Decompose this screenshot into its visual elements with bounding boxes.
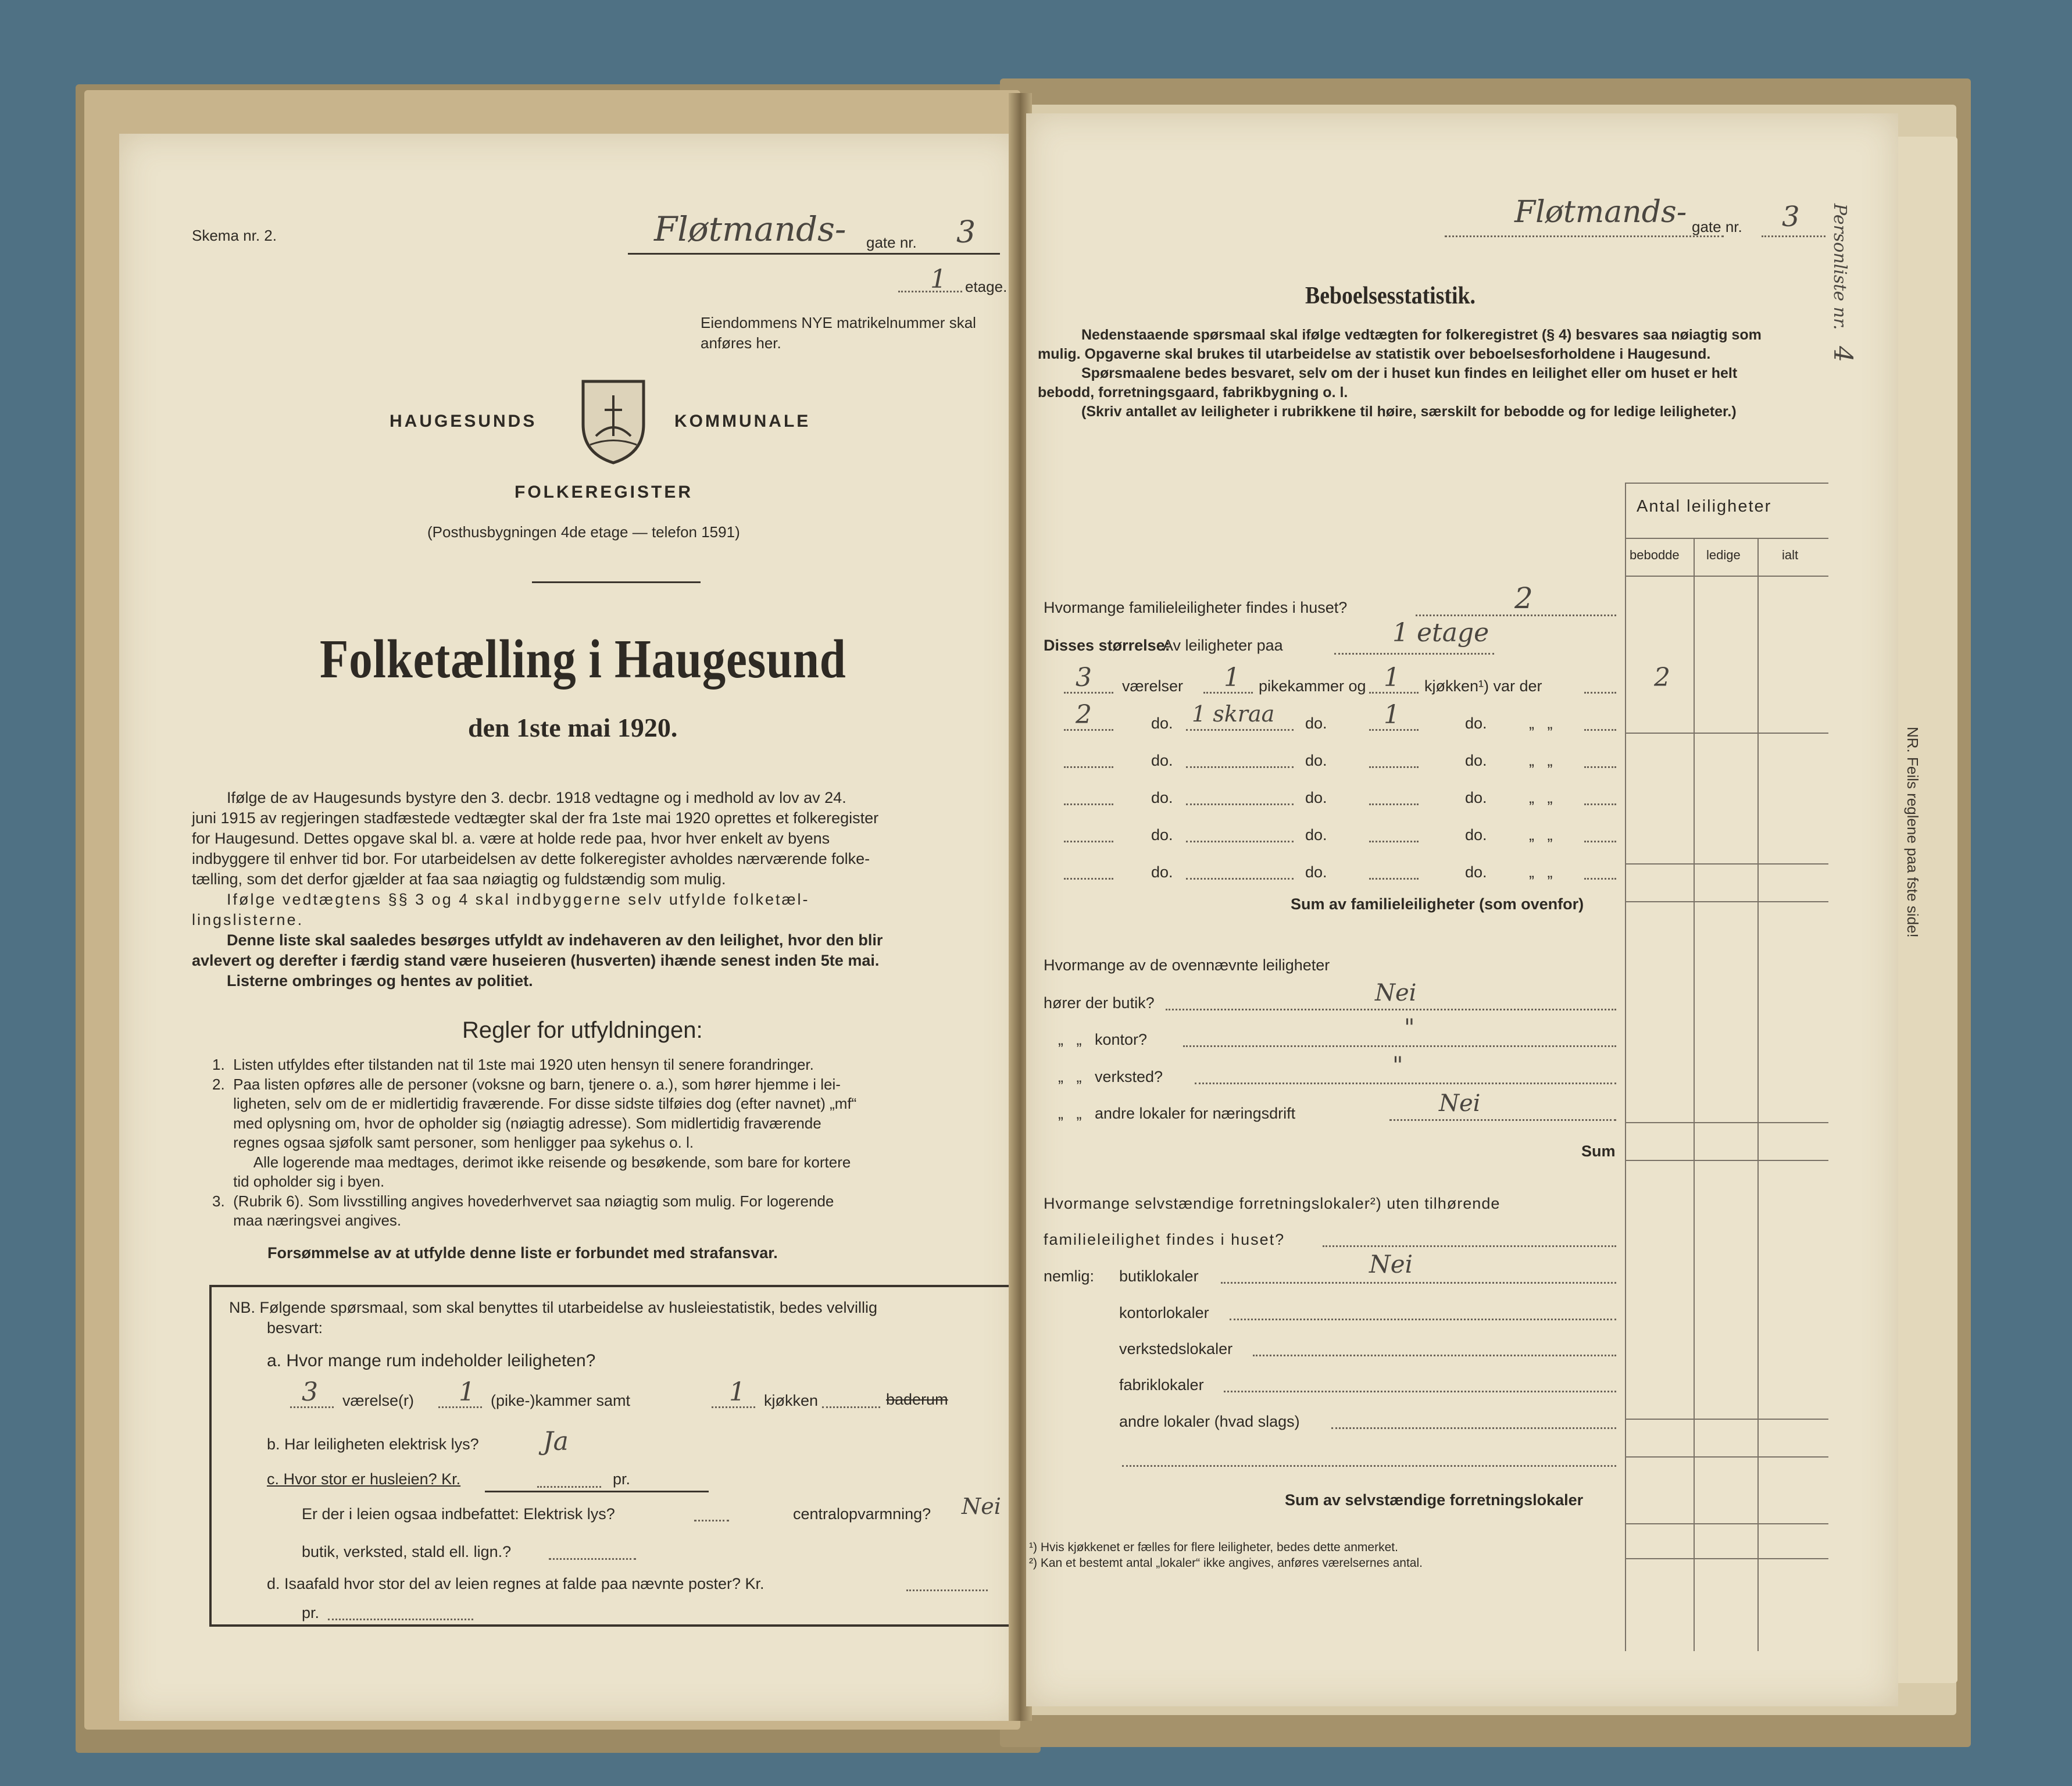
intro-line: Listerne ombringes og hentes av politiet. xyxy=(227,972,533,990)
ditto-marks: „ „ xyxy=(1529,752,1553,769)
col-bebodde: bebodde xyxy=(1630,548,1680,562)
left-page xyxy=(119,134,1020,1721)
gate-number: 3 xyxy=(956,215,976,250)
rooms-unit: do. xyxy=(1151,715,1173,732)
q3-label-2: familieleilighet findes i huset? xyxy=(1044,1231,1285,1248)
rooms-count: 3 xyxy=(1076,663,1092,692)
kitchen-unit: kjøkken¹) var der xyxy=(1424,677,1542,695)
q3-butik-value: Nei xyxy=(1369,1250,1413,1278)
q2-label: Hvormange av de ovennævnte leiligheter xyxy=(1044,956,1330,974)
central-heating-value: Nei xyxy=(962,1494,1001,1519)
rule-line: 3. (Rubrik 6). Som livsstilling angives hovederhvervet saa nøiagtig som mulig. For logerende xyxy=(212,1192,834,1210)
intro-line: lingslisterne. xyxy=(192,911,304,928)
rule-line: 2. Paa listen opføres alle de personer (voksne og barn, tjenere o. a.), som hører hjemme i lei- xyxy=(212,1075,841,1093)
occupied-count: 2 xyxy=(1654,663,1670,692)
q3-andre-label: andre lokaler (hvad slags) xyxy=(1119,1413,1300,1430)
size-label: Disses størrelse: xyxy=(1044,637,1170,654)
intro-line: tælling, som det derfor gjælder at faa saa nøiagtig og fuldstændig som mulig. xyxy=(192,870,726,888)
q3-nemlig: nemlig: xyxy=(1044,1267,1095,1285)
maid-unit: do. xyxy=(1305,715,1327,732)
side-tab-label xyxy=(1828,203,1857,362)
intro-line: Denne liste skal saaledes besørges utfyldt av indehaveren av den leilighet, hvor den blir xyxy=(227,931,883,949)
col-ialt: ialt xyxy=(1782,548,1799,562)
rule-line: ligheten, selv om de er midlertidig fraværende. For disse sidste tilføies dog (efter navnet) „mf“ xyxy=(212,1095,857,1112)
bath-label-struck: baderum xyxy=(886,1391,948,1408)
right-intro-line: (Skriv antallet av leiligheter i rubrikkene til høire, særskilt for bebodde og for ledige leiligheter.) xyxy=(1081,403,1737,420)
rule-line: 1. Listen utfyldes efter tilstanden nat til 1ste mai 1920 uten hensyn til senere forandringer. xyxy=(212,1056,814,1073)
nb-question-c2: Er der i leien ogsaa indbefattet: Elektrisk lys? xyxy=(302,1505,615,1523)
ditto-marks: „ „ xyxy=(1529,826,1553,844)
maid-room-label: (pike-)kammer samt xyxy=(491,1392,631,1409)
footnote-2: ²) Kan et bestemt antal „lokaler“ ikke angives, anføres værelsernes antal. xyxy=(1029,1556,1423,1570)
size-row xyxy=(1026,743,1840,780)
side-sheet xyxy=(1889,137,1957,1683)
size-rows xyxy=(1026,663,1670,890)
matrikkel-text-2: anføres her. xyxy=(701,334,781,352)
kitchen-unit: do. xyxy=(1465,715,1487,732)
kitchen-unit: do. xyxy=(1465,863,1487,881)
q3-verksted-label: verkstedslokaler xyxy=(1119,1340,1233,1358)
q3-fabrik-label: fabriklokaler xyxy=(1119,1376,1204,1394)
side-tab-text: Personliste nr. xyxy=(1830,203,1850,330)
size-row xyxy=(1026,780,1840,817)
q2-andre-value: Nei xyxy=(1439,1090,1481,1117)
maid-room-value: 1 xyxy=(459,1377,475,1407)
q2-kontor-label: „ „ kontor? xyxy=(1058,1031,1148,1048)
intro-line: juni 1915 av regjeringen stadfæstede vedtægter skal der fra 1ste mai 1920 oprettes et folkeregister xyxy=(192,809,879,827)
sum-business-label: Sum av selvstændige forretningslokaler xyxy=(1285,1491,1584,1509)
col-ledige: ledige xyxy=(1706,548,1741,562)
schema-label: Skema nr. 2. xyxy=(192,227,277,244)
table-header: Antal leiligheter xyxy=(1637,497,1772,516)
intro-line: indbyggere til enhver tid bor. For utarbeidelsen av dette folkeregister avholdes nærværende folke- xyxy=(192,850,870,867)
right-intro-line: Spørsmaalene bedes besvaret, selv om der i huset kun findes en leilighet eller om huset er helt xyxy=(1081,365,1738,381)
penalty-notice: Forsømmelse av at utfylde denne liste er forbundet med strafansvar. xyxy=(267,1244,778,1262)
kitchen-count: 1 xyxy=(1384,663,1400,692)
rule-line: regnes ogsaa sjøfolk samt personer, som henligger paa sykehus o. l. xyxy=(212,1134,694,1151)
size-row xyxy=(1026,663,1840,706)
intro-line: Ifølge vedtægtens §§ 3 og 4 skal indbyggerne selv utfylde folketæl- xyxy=(227,891,810,908)
q2-andre-label: „ „ andre lokaler for næringsdrift xyxy=(1058,1105,1296,1122)
coat-of-arms-icon xyxy=(578,378,648,465)
q3-label-1: Hvormange selvstændige forretningslokaler²) uten tilhørende xyxy=(1044,1195,1501,1212)
size-row xyxy=(1026,817,1840,855)
kitchen-value: 1 xyxy=(729,1377,745,1407)
rule-line: Alle logerende maa medtages, derimot ikke reisende og besøkende, som bare for kortere xyxy=(212,1153,851,1171)
d-per-label: pr. xyxy=(302,1604,320,1621)
street-name-handwritten: Fløtmands- xyxy=(654,209,846,249)
rooms-unit: do. xyxy=(1151,752,1173,769)
central-heating-label: centralopvarmning? xyxy=(793,1505,931,1523)
q1-value: 2 xyxy=(1514,581,1533,615)
q3-kontor-label: kontorlokaler xyxy=(1119,1304,1209,1321)
nb-intro-1: NB. Følgende spørsmaal, som skal benyttes til utarbeidelse av husleiestatistik, bedes velvillig xyxy=(229,1299,877,1316)
header-kommunale: KOMMUNALE xyxy=(674,412,811,431)
nb-question-d: d. Isaafald hvor stor del av leien regnes at falde paa nævnte poster? Kr. xyxy=(267,1575,765,1592)
rooms-label: værelse(r) xyxy=(342,1392,415,1409)
maid-unit: do. xyxy=(1305,789,1327,806)
rooms-unit: værelser xyxy=(1122,677,1184,695)
rule-line: med oplysning om, hvor de opholder sig (nøiagtig adresse). Som midlertidig fraværende xyxy=(212,1114,821,1132)
q1-label: Hvormange familieleiligheter findes i huset? xyxy=(1044,599,1348,616)
right-intro xyxy=(1038,326,1762,422)
right-intro-line: bebodd, forretningsgaard, fabrikbygning o. l. xyxy=(1038,384,1348,401)
kitchen-unit: do. xyxy=(1465,789,1487,806)
maid-unit: do. xyxy=(1305,752,1327,769)
q2-verksted-value: " xyxy=(1392,1052,1403,1079)
right-gate-label: gate nr. xyxy=(1692,218,1742,235)
q2-sum-label: Sum xyxy=(1581,1142,1616,1160)
sum-family-label: Sum av familieleiligheter (som ovenfor) xyxy=(1291,895,1584,913)
right-intro-line: Nedenstaaende spørsmaal skal ifølge vedtægten for folkeregistret (§ 4) besvares saa nøiagtig som xyxy=(1081,327,1762,343)
rule-line: tid opholder sig i byen. xyxy=(212,1173,385,1190)
ditto-marks: „ „ xyxy=(1529,789,1553,806)
rooms-unit: do. xyxy=(1151,863,1173,881)
apartments-table xyxy=(1625,483,1828,1651)
ditto-marks: „ „ xyxy=(1529,715,1553,732)
rules-list xyxy=(212,1055,856,1231)
nb-question-c3: butik, verksted, stald ell. lign.? xyxy=(302,1543,512,1560)
rooms-unit: do. xyxy=(1151,789,1173,806)
header-haugesunds: HAUGESUNDS xyxy=(390,412,537,431)
intro-line: for Haugesund. Dettes opgave skal bl. a. være at holde rede paa, hvor hver enkelt av byens xyxy=(192,830,830,847)
intro-paragraph xyxy=(192,788,883,991)
kitchen-unit: do. xyxy=(1465,826,1487,844)
kitchen-label: kjøkken xyxy=(764,1392,819,1409)
rooms-unit: do. xyxy=(1151,826,1173,844)
floor-label: etage. xyxy=(965,278,1008,295)
subtitle: den 1ste mai 1920. xyxy=(468,713,678,742)
footnote-1: ¹) Hvis kjøkkenet er fælles for flere leiligheter, bedes dette anmerket. xyxy=(1029,1541,1398,1554)
kitchen-count: 1 xyxy=(1384,700,1400,730)
side-tab-number: 4 xyxy=(1828,346,1857,363)
maid-unit: do. xyxy=(1305,826,1327,844)
header-address: (Posthusbygningen 4de etage — telefon 1591) xyxy=(427,523,740,541)
maid-count: 1 xyxy=(1224,663,1240,692)
nb-intro-2: besvart: xyxy=(267,1319,323,1337)
right-page xyxy=(1026,113,1898,1706)
rules-title: Regler for utfyldningen: xyxy=(462,1017,703,1043)
rent-per-label: pr. xyxy=(613,1470,631,1488)
size-text: Av leiligheter paa xyxy=(1163,637,1283,654)
main-title: Folketælling i Haugesund xyxy=(320,629,846,690)
nb-question-c: c. Hvor stor er husleien? Kr. xyxy=(267,1470,461,1488)
right-gate-number: 3 xyxy=(1782,201,1800,233)
gate-label: gate nr. xyxy=(866,234,917,251)
nb-box xyxy=(209,1285,1025,1627)
maid-unit: do. xyxy=(1305,863,1327,881)
kitchen-unit: do. xyxy=(1465,752,1487,769)
size-row xyxy=(1026,855,1840,892)
matrikkel-text-1: Eiendommens NYE matrikelnummer skal xyxy=(701,314,976,331)
nb-question-a: a. Hvor mange rum indeholder leiligheten? xyxy=(267,1351,596,1370)
rooms-count: 2 xyxy=(1076,700,1092,730)
q2-butik-label: hører der butik? xyxy=(1044,994,1155,1012)
right-intro-line: mulig. Opgaverne skal brukes til utarbeidelse av statistik over beboelsesforholdene i Haugesund. xyxy=(1038,346,1711,362)
maid-unit: pikekammer og xyxy=(1259,677,1366,695)
side-note: NR. Feils reglene paa fste side! xyxy=(1904,727,1921,938)
electric-light-value: Ja xyxy=(543,1427,569,1456)
ditto-marks: „ „ xyxy=(1529,863,1553,881)
nb-question-b: b. Har leiligheten elektrisk lys? xyxy=(267,1435,479,1453)
size-value: 1 etage xyxy=(1392,618,1489,648)
q3-butik-label: butiklokaler xyxy=(1119,1267,1199,1285)
header-folkeregister: FOLKEREGISTER xyxy=(515,483,694,502)
size-row xyxy=(1026,700,1840,743)
q2-butik-value: Nei xyxy=(1375,980,1417,1006)
q2-kontor-value: " xyxy=(1404,1015,1415,1041)
maid-count: 1 skraa xyxy=(1192,701,1275,727)
q2-verksted-label: „ „ verksted? xyxy=(1058,1068,1163,1085)
right-title: Beboelsesstatistik. xyxy=(1305,283,1476,309)
floor-number: 1 xyxy=(930,265,946,294)
rule-line: maa næringsvei angives. xyxy=(212,1212,402,1229)
rooms-value: 3 xyxy=(302,1377,318,1407)
right-street-handwritten: Fløtmands- xyxy=(1514,195,1687,230)
intro-line: Ifølge de av Haugesunds bystyre den 3. decbr. 1918 vedtagne og i medhold av lov av 24. xyxy=(227,789,846,806)
intro-line: avlevert og derefter i færdig stand være huseieren (husverten) ihænde senest inden 5te mai. xyxy=(192,952,880,969)
